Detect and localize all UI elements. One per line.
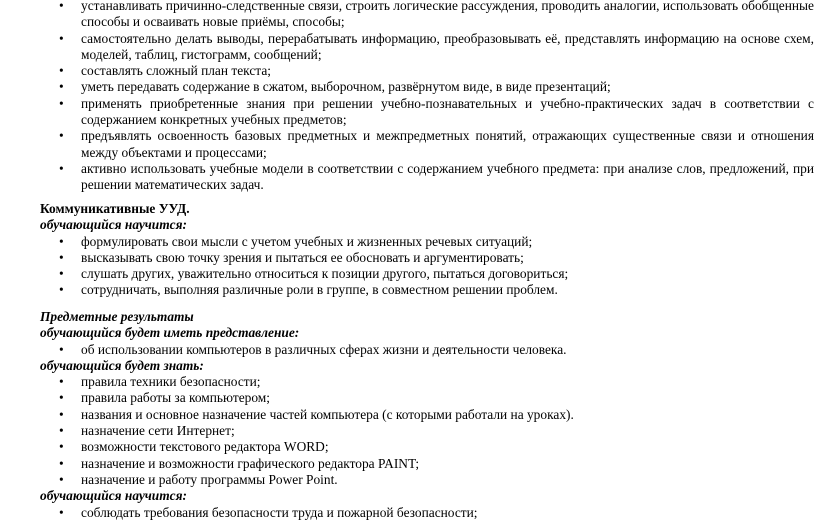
idea-heading: обучающийся будет иметь представление: (40, 325, 300, 341)
list-item: • высказывать свою точку зрения и пытаться ее обосновать и аргументировать; (0, 250, 816, 266)
section-title: Коммуникативные УУД. (40, 201, 190, 216)
list-item: • об использовании компьютеров в различных сферах жизни и деятельности человека. (0, 342, 816, 358)
list-item: • активно использовать учебные модели в соответствии с содержанием учебного предмета: при анализе слов, предложений, при решении математических задач. (0, 161, 816, 194)
list-item: • правила техники безопасности; (0, 374, 816, 390)
list-item: • назначение и возможности графического редактора PAINT; (0, 456, 816, 472)
list-item: • назначение и работу программы Power Point. (0, 472, 816, 488)
subject-results-section (0, 309, 816, 521)
idea-list (0, 342, 816, 358)
list-item: • слушать других, уважительно относиться к позиции другого, пытаться договориться; (0, 266, 816, 282)
list-item: • предъявлять освоенность базовых предметных и межпредметных понятий, отражающих существенные связи и отношения между объектами и процессами; (0, 128, 816, 161)
list-item: • названия и основное назначение частей компьютера (с которыми работали на уроках). (0, 407, 816, 423)
communicative-section (0, 201, 816, 299)
list-item: • применять приобретенные знания при решении учебно-познавательных и учебно-практических задач в соответствии с содержанием конкретных учебных предметов; (0, 96, 816, 129)
list-item: • назначение сети Интернет; (0, 423, 816, 439)
know-list (0, 374, 816, 488)
know-heading: обучающийся будет знать: (40, 357, 204, 373)
learn-list (0, 505, 816, 521)
list-item: • устанавливать причинно-следственные связи, строить логические рассуждения, проводить аналогии, использовать обобщенные способы и осваивать новые приёмы, способы; (0, 0, 816, 31)
learn-heading: обучающийся научится: (40, 488, 187, 504)
list-item: • уметь передавать содержание в сжатом, выборочном, развёрнутом виде, в виде презентаций; (0, 79, 816, 95)
cognitive-skills-list (0, 0, 816, 194)
list-item: • самостоятельно делать выводы, перерабатывать информацию, преобразовывать её, представлять информацию на основе схем, моделей, таблиц, гистограмм, сообщений; (0, 31, 816, 64)
section-subtitle: обучающийся научится: (40, 217, 187, 233)
list-item: • правила работы за компьютером; (0, 390, 816, 406)
list-item: • возможности текстового редактора WORD; (0, 439, 816, 455)
list-item: • составлять сложный план текста; (0, 63, 816, 79)
communicative-skills-list (0, 234, 816, 299)
list-item: • соблюдать требования безопасности труда и пожарной безопасности; (0, 505, 816, 521)
section-title: Предметные результаты (40, 309, 194, 324)
list-item: • формулировать свои мысли с учетом учебных и жизненных речевых ситуаций; (0, 234, 816, 250)
list-item: • сотрудничать, выполняя различные роли в группе, в совместном решении проблем. (0, 282, 816, 298)
